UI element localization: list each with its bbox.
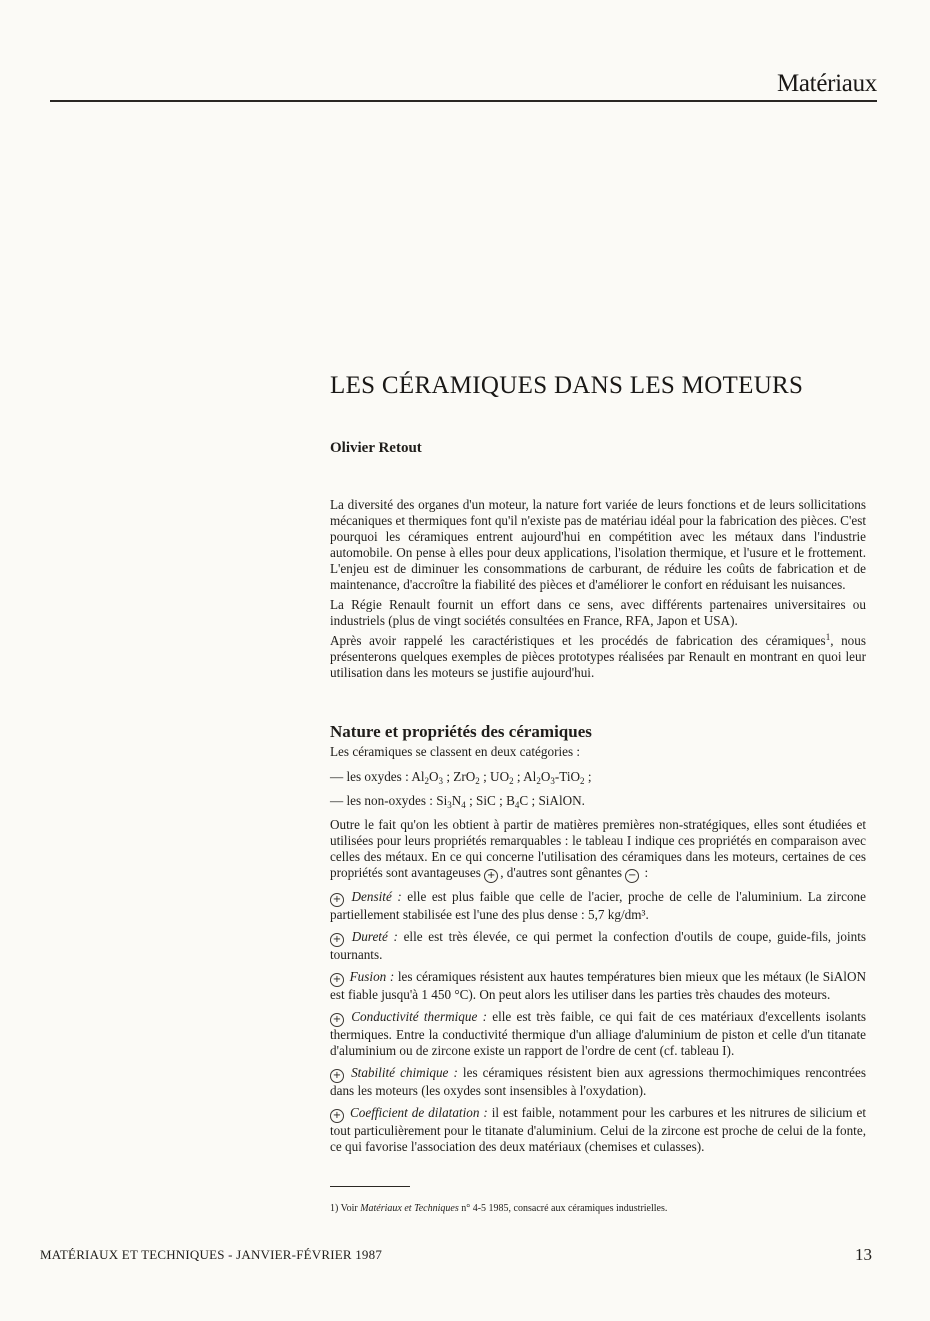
plus-circle-icon: + (330, 973, 344, 987)
minus-circle-icon: − (625, 869, 639, 883)
property-term: Dureté : (351, 929, 398, 944)
property-item: + Conductivité thermique : elle est très faible, ce qui fait de ces matériaux d'excellents isolants thermiques. Entre la conductivité thermique d'un alliage d'aluminium de piston et celle d'un titanate d'aluminium ou de zircone existe un rapport de l'ordre de cent (cf. tableau I). (330, 1009, 867, 1058)
article-body (330, 744, 866, 1161)
footnote-rule (330, 1186, 410, 1187)
intro-paragraph: Après avoir rappelé les caractéristiques et les procédés de fabrication des céramiques$^1$, nous présenterons quelques exemples de pièces prototypes réalisées par Renault en montrant en quoi leur utilisation dans les moteurs se justifie aujourd'hui. (330, 632, 866, 680)
article-title: LES CÉRAMIQUES DANS LES MOTEURS (330, 372, 804, 399)
category-lead: Les céramiques se classent en deux catégories : (330, 744, 581, 759)
footnote-journal: Matériaux et Techniques (360, 1203, 459, 1214)
page-number: 13 (855, 1245, 872, 1264)
property-term: Stabilité chimique : (351, 1065, 458, 1080)
plus-circle-icon: + (484, 869, 498, 883)
section-label: Matériaux (776, 70, 877, 97)
oxydes-list: — les oxydes : $Al_2O_3$ ; ZrO$_2$ ; $UO_2$ ; $Al_2O_3-TiO_2$ ; (330, 769, 592, 786)
header-rule (50, 100, 877, 102)
property-term: Densité : (351, 889, 402, 904)
intro-paragraph: La diversité des organes d'un moteur, la nature fort variée de leurs fonctions et de leurs sollicitations mécaniques et thermiques font qu'il n'existe pas de matériau idéal pour la fabrication des pièces. C'est pourquoi les céramiques entrent aujourd'hui en compétition avec les métaux dans l'industrie automobile. On pense à elles pour deux applications, l'isolation thermique, et l'usure et le frottement. L'enjeu est de diminuer les consommations de carburant, de réduire les coûts de fabrication et de maintenance, d'accroître la fiabilité des pièces et d'améliorer le confort en réduisant les nuisances. (330, 497, 866, 592)
section-heading: Nature et propriétés des céramiques (330, 722, 592, 741)
property-item: + Coefficient de dilatation : il est faible, notamment pour les carbures et les nitrures de silicium et tout particulièrement pour le titanate d'aluminium. Celui de la zircone est proche de celui de la fonte, ce qui favorise l'association des deux matériaux (chemises et culasses). (330, 1105, 867, 1154)
property-item: + Stabilité chimique : les céramiques résistent bien aux agressions thermochimiques rencontrées dans les moteurs (les oxydes sont insensibles à l'oxydation). (330, 1065, 867, 1098)
plus-circle-icon: + (330, 1013, 344, 1027)
property-term: Coefficient de dilatation : (349, 1105, 488, 1120)
plus-circle-icon: + (330, 1109, 344, 1123)
property-item: + Densité : elle est plus faible que celle de l'acier, proche de celle de l'aluminium. La zircone partiellement stabilisée est l'une des plus dense : 5,7 kg/dm³. (330, 889, 866, 922)
body-paragraph: Outre le fait qu'on les obtient à partir de matières premières non-stratégiques, elles sont étudiées et utilisées pour leurs propriétés remarquables : le tableau I indique ces propriétés en comparaison avec celles des métaux. En ce qui concerne l'utilisation des céramiques dans les moteurs, certaines de ces propriétés sont avantageuses + , d'autres sont gênantes − : (330, 817, 866, 881)
footnote-ref: 1 (825, 632, 831, 642)
plus-circle-icon: + (330, 893, 344, 907)
article-intro (330, 497, 866, 685)
plus-circle-icon: + (330, 933, 344, 947)
property-item: + Dureté : elle est très élevée, ce qui permet la confection d'outils de coupe, guide-fils, joints tournants. (330, 929, 867, 962)
plus-circle-icon: + (330, 1069, 344, 1083)
non-oxydes-list: — les non-oxydes : $Si_3N_4$ ; SiC ; $B_4C$ ; SiAlON. (330, 793, 585, 810)
intro-paragraph: La Régie Renault fournit un effort dans ce sens, avec différents partenaires universitaires ou industriels (plus de vingt sociétés consultées en France, RFA, Japon et USA). (330, 597, 866, 628)
property-term: Conductivité thermique : (351, 1009, 487, 1024)
property-item: + Fusion : les céramiques résistent aux hautes températures bien mieux que les métaux (le SiAlON est fiable jusqu'à 1 450 °C). On peut alors les utiliser dans les parties très chaudes des moteurs. (330, 969, 867, 1002)
property-term: Fusion : (349, 969, 395, 984)
footer-journal: MATÉRIAUX ET TECHNIQUES - JANVIER-FÉVRIER 1987 (40, 1247, 383, 1262)
article-author: Olivier Retout (330, 440, 422, 456)
footnote: 1) Voir Matériaux et Techniques n° 4-5 1985, consacré aux céramiques industrielles. (330, 1203, 668, 1214)
